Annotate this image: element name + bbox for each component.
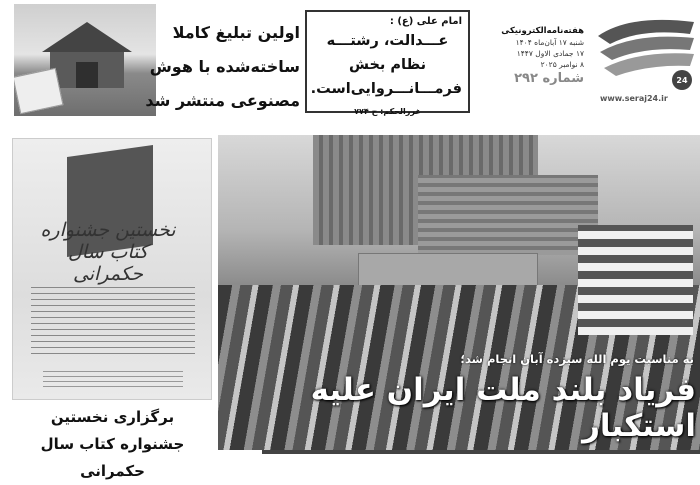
masthead-info: [488, 26, 584, 87]
quote-box: [305, 10, 470, 116]
date-persian: شنبه ۱۷ آبان‌ماه ۱۴۰۴: [515, 38, 584, 47]
main-headline[interactable]: فریاد بلند ملت ایران علیه استکبار: [310, 372, 696, 444]
logo-badge: 24: [676, 76, 688, 85]
date-gregorian: ۸ نوامبر ۲۰۲۵: [540, 60, 584, 69]
issue-number: شماره ۲۹۲: [514, 71, 584, 86]
ad-line: مصنوعی منتشر شد: [145, 91, 300, 110]
ad-headline[interactable]: [145, 16, 300, 126]
seraj24-logo[interactable]: [590, 14, 700, 114]
quote-body: عـــدالت، رشتـــه نظام بخش فرمـــانـــروایی‌است.: [310, 33, 462, 97]
logo-swoosh-icon: [590, 14, 700, 94]
caption-line: جشنواره کتاب سال حکمرانی: [40, 435, 185, 480]
side-headline[interactable]: [10, 404, 215, 485]
ad-line: اولین تبلیغ کاملا: [172, 23, 300, 42]
publication-type: هفته‌نامه‌الکترونیکی: [501, 26, 584, 36]
ad-barn-photo: [14, 4, 156, 116]
caption-line: برگزاری نخستین: [50, 408, 175, 426]
poster-text-lines: [31, 287, 195, 359]
main-kicker: به مناسبت یوم الله سیزده آبان انجام شد؛: [460, 352, 694, 366]
festival-poster[interactable]: [12, 138, 212, 400]
divider: [262, 450, 700, 454]
date-hijri: ۱۷ جمادی الاول ۱۴۴۷: [516, 49, 584, 58]
poster-title: نخستین جشنواره کتاب سال حکمرانی: [40, 219, 176, 285]
quote-source: غررالحکم: ح ۷۷۴: [354, 107, 421, 116]
quote-heading: امام علی (ع) :: [389, 16, 462, 27]
poster-footer: [43, 371, 183, 391]
site-url[interactable]: www.seraj24.ir: [600, 94, 668, 103]
ad-line: ساخته‌شده با هوش: [149, 57, 300, 76]
